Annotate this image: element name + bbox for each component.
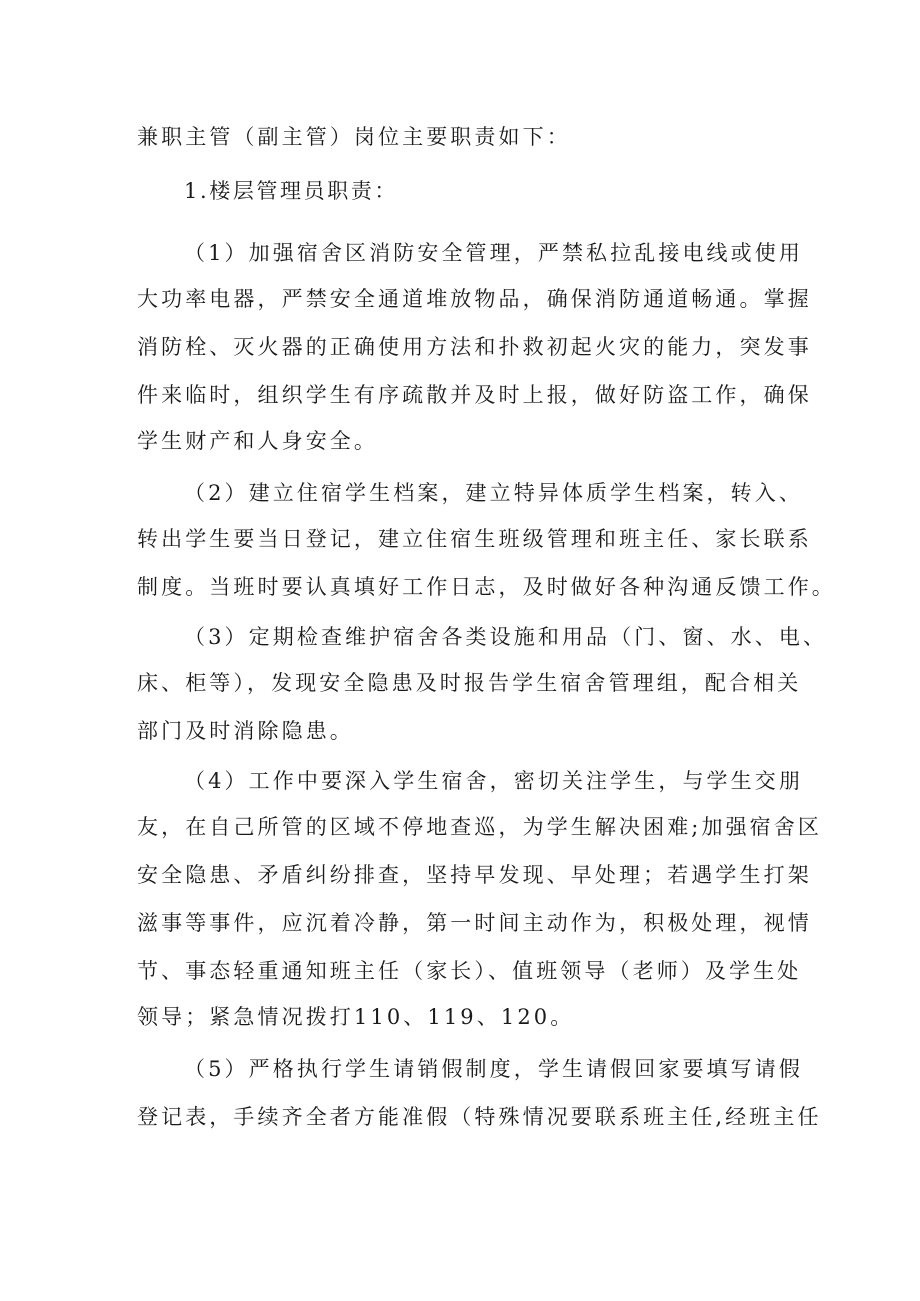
paragraph-line: （2）建立住宿学生档案，建立特异体质学生档案，转入、 <box>184 481 803 505</box>
paragraph-line: 部门及时消除隐患。 <box>137 719 354 743</box>
paragraph-line: （3）定期检查维护宿舍各类设施和用品（门、窗、水、电、 <box>184 625 828 649</box>
paragraph-line: 节、事态轻重通知班主任（家长）、值班领导（老师）及学生处 <box>137 959 802 983</box>
section-heading: 1.楼层管理员职责： <box>184 179 399 203</box>
paragraph-line: 登记表，手续齐全者方能准假（特殊情况要联系班主任,经班主任 <box>137 1105 822 1129</box>
paragraph-line: 床、柜等），发现安全隐患及时报告学生宿舍管理组，配合相关 <box>137 671 802 695</box>
paragraph-line: 学生财产和人身安全。 <box>137 429 378 453</box>
paragraph-line: 消防栓、灭火器的正确使用方法和扑救初起火灾的能力，突发事 <box>137 335 812 359</box>
paragraph-line: （4）工作中要深入学生宿舍，密切关注学生，与学生交朋 <box>184 769 803 793</box>
paragraph-line: 件来临时，组织学生有序疏散并及时上报，做好防盗工作，确保 <box>137 383 812 407</box>
paragraph-line: 安全隐患、矛盾纠纷排查，坚持早发现、早处理；若遇学生打架 <box>137 863 812 887</box>
paragraph-line: 大功率电器，严禁安全通道堆放物品，确保消防通道畅通。掌握 <box>137 287 812 311</box>
paragraph-line: 转出学生要当日登记，建立住宿生班级管理和班主任、家长联系 <box>137 527 812 551</box>
paragraph-line: （1）加强宿舍区消防安全管理，严禁私拉乱接电线或使用 <box>184 241 803 265</box>
intro-line: 兼职主管（副主管）岗位主要职责如下： <box>137 125 571 149</box>
paragraph-line: （5）严格执行学生请销假制度，学生请假回家要填写请假 <box>184 1057 803 1081</box>
paragraph-line: 友，在自己所管的区域不停地查巡，为学生解决困难;加强宿舍区 <box>137 815 822 839</box>
paragraph-line: 滋事等事件，应沉着冷静，第一时间主动作为，积极处理，视情 <box>137 911 812 935</box>
paragraph-line: 领导；紧急情况拨打110、119、120。 <box>137 1005 575 1029</box>
paragraph-line: 制度。当班时要认真填好工作日志，及时做好各种沟通反馈工作。 <box>137 575 836 599</box>
